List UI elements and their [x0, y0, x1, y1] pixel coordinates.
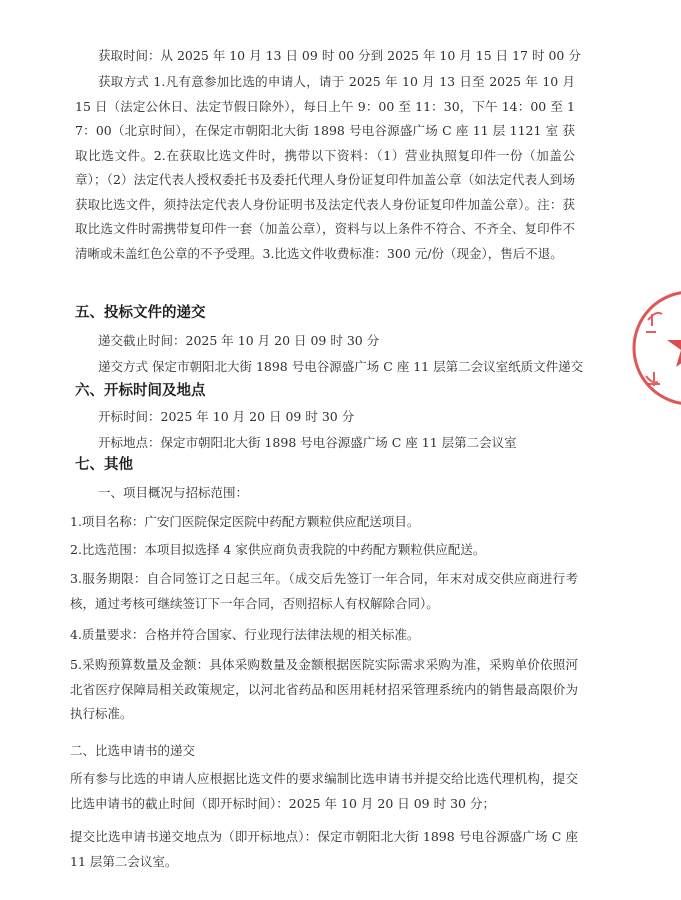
section-heading-7: 七、其他	[75, 457, 133, 473]
submit-deadline: 递交截止时间：2025 年 10 月 20 日 09 时 30 分	[98, 333, 380, 348]
red-seal-stamp	[630, 280, 681, 420]
item-quality: 4.质量要求：合格并符合国家、行业现行法律法规的相关标准。	[70, 627, 420, 642]
section-heading-6: 六、开标时间及地点	[75, 383, 206, 399]
submit-method: 递交方式 保定市朝阳北大街 1898 号电谷源盛广场 C 座 11 层第二会议室纸质文件递交	[98, 359, 584, 374]
subheading-application-submission: 二、比选申请书的递交	[70, 743, 196, 758]
acquire-time: 获取时间：从 2025 年 10 月 13 日 09 时 00 分到 2025 年 10 月 15 日 17 时 00 分	[98, 48, 581, 63]
open-place: 开标地点：保定市朝阳北大街 1898 号电谷源盛广场 C 座 11 层第二会议室	[98, 435, 517, 450]
item-budget: 5.采购预算数量及金额：具体采购数量及金额根据医院实际需求采购为准，采购单价依照河北省医疗保障局相关政策规定，以河北省药品和医用耗材招采管理系统内的销售最高限价为执行标准。	[70, 657, 578, 721]
subheading-project-overview: 一、项目概况与招标范围：	[98, 485, 249, 500]
section-heading-5: 五、投标文件的递交	[75, 305, 206, 321]
item-scope: 2.比选范围：本项目拟选择 4 家供应商负责我院的中药配方颗粒供应配送。	[70, 542, 486, 557]
paragraph-submission-place: 提交比选申请书递交地点为（即开标地点）：保定市朝阳北大街 1898 号电谷源盛广场 C 座 11 层第二会议室。	[70, 829, 578, 869]
paragraph-submission-deadline: 所有参与比选的申请人应根据比选文件的要求编制比选申请书并提交给比选代理机构，提交比选申请书的截止时间（即开标时间）：2025 年 10 月 20 日 09 时 30 分；	[70, 771, 578, 811]
open-time: 开标时间：2025 年 10 月 20 日 09 时 30 分	[98, 409, 355, 424]
item-service-period: 3.服务期限：自合同签订之日起三年。（成交后先签订一年合同，年末对成交供应商进行考核，通过考核可继续签订下一年合同，否则招标人有权解除合同）。	[70, 571, 578, 611]
item-project-name: 1.项目名称：广安门医院保定医院中药配方颗粒供应配送项目。	[70, 514, 420, 529]
acquire-method: 获取方式 1.凡有意参加比选的申请人，请于 2025 年 10 月 13 日至 2025 年 10 月 15 日（法定公休日、法定节假日除外），每日上午 9：00 至 11：30，下午 14：00 至 17：00（北京时间），在保定市朝阳北大街 1898 号电谷源盛广场 C 座 11 层 1121 室 获取比选文件。2.在获取比选文件时，携带以下资料：（1）营业执照复印件一份（加盖公章）；（2）法定代表人授权委托书及委托代理人身份证复印件加盖公章（如法定代表人到场获取比选文件，须持法定代表人身份证明书及法定代表人身份证复印件加盖公章）。注：获取比选文件时需携带复印件一套（加盖公章），资料与以上条件不符合、不齐全、复印件不清晰或未盖红色公章的不予受理。3.比选文件收费标准：300 元/份（现金），售后不退。	[75, 74, 575, 261]
